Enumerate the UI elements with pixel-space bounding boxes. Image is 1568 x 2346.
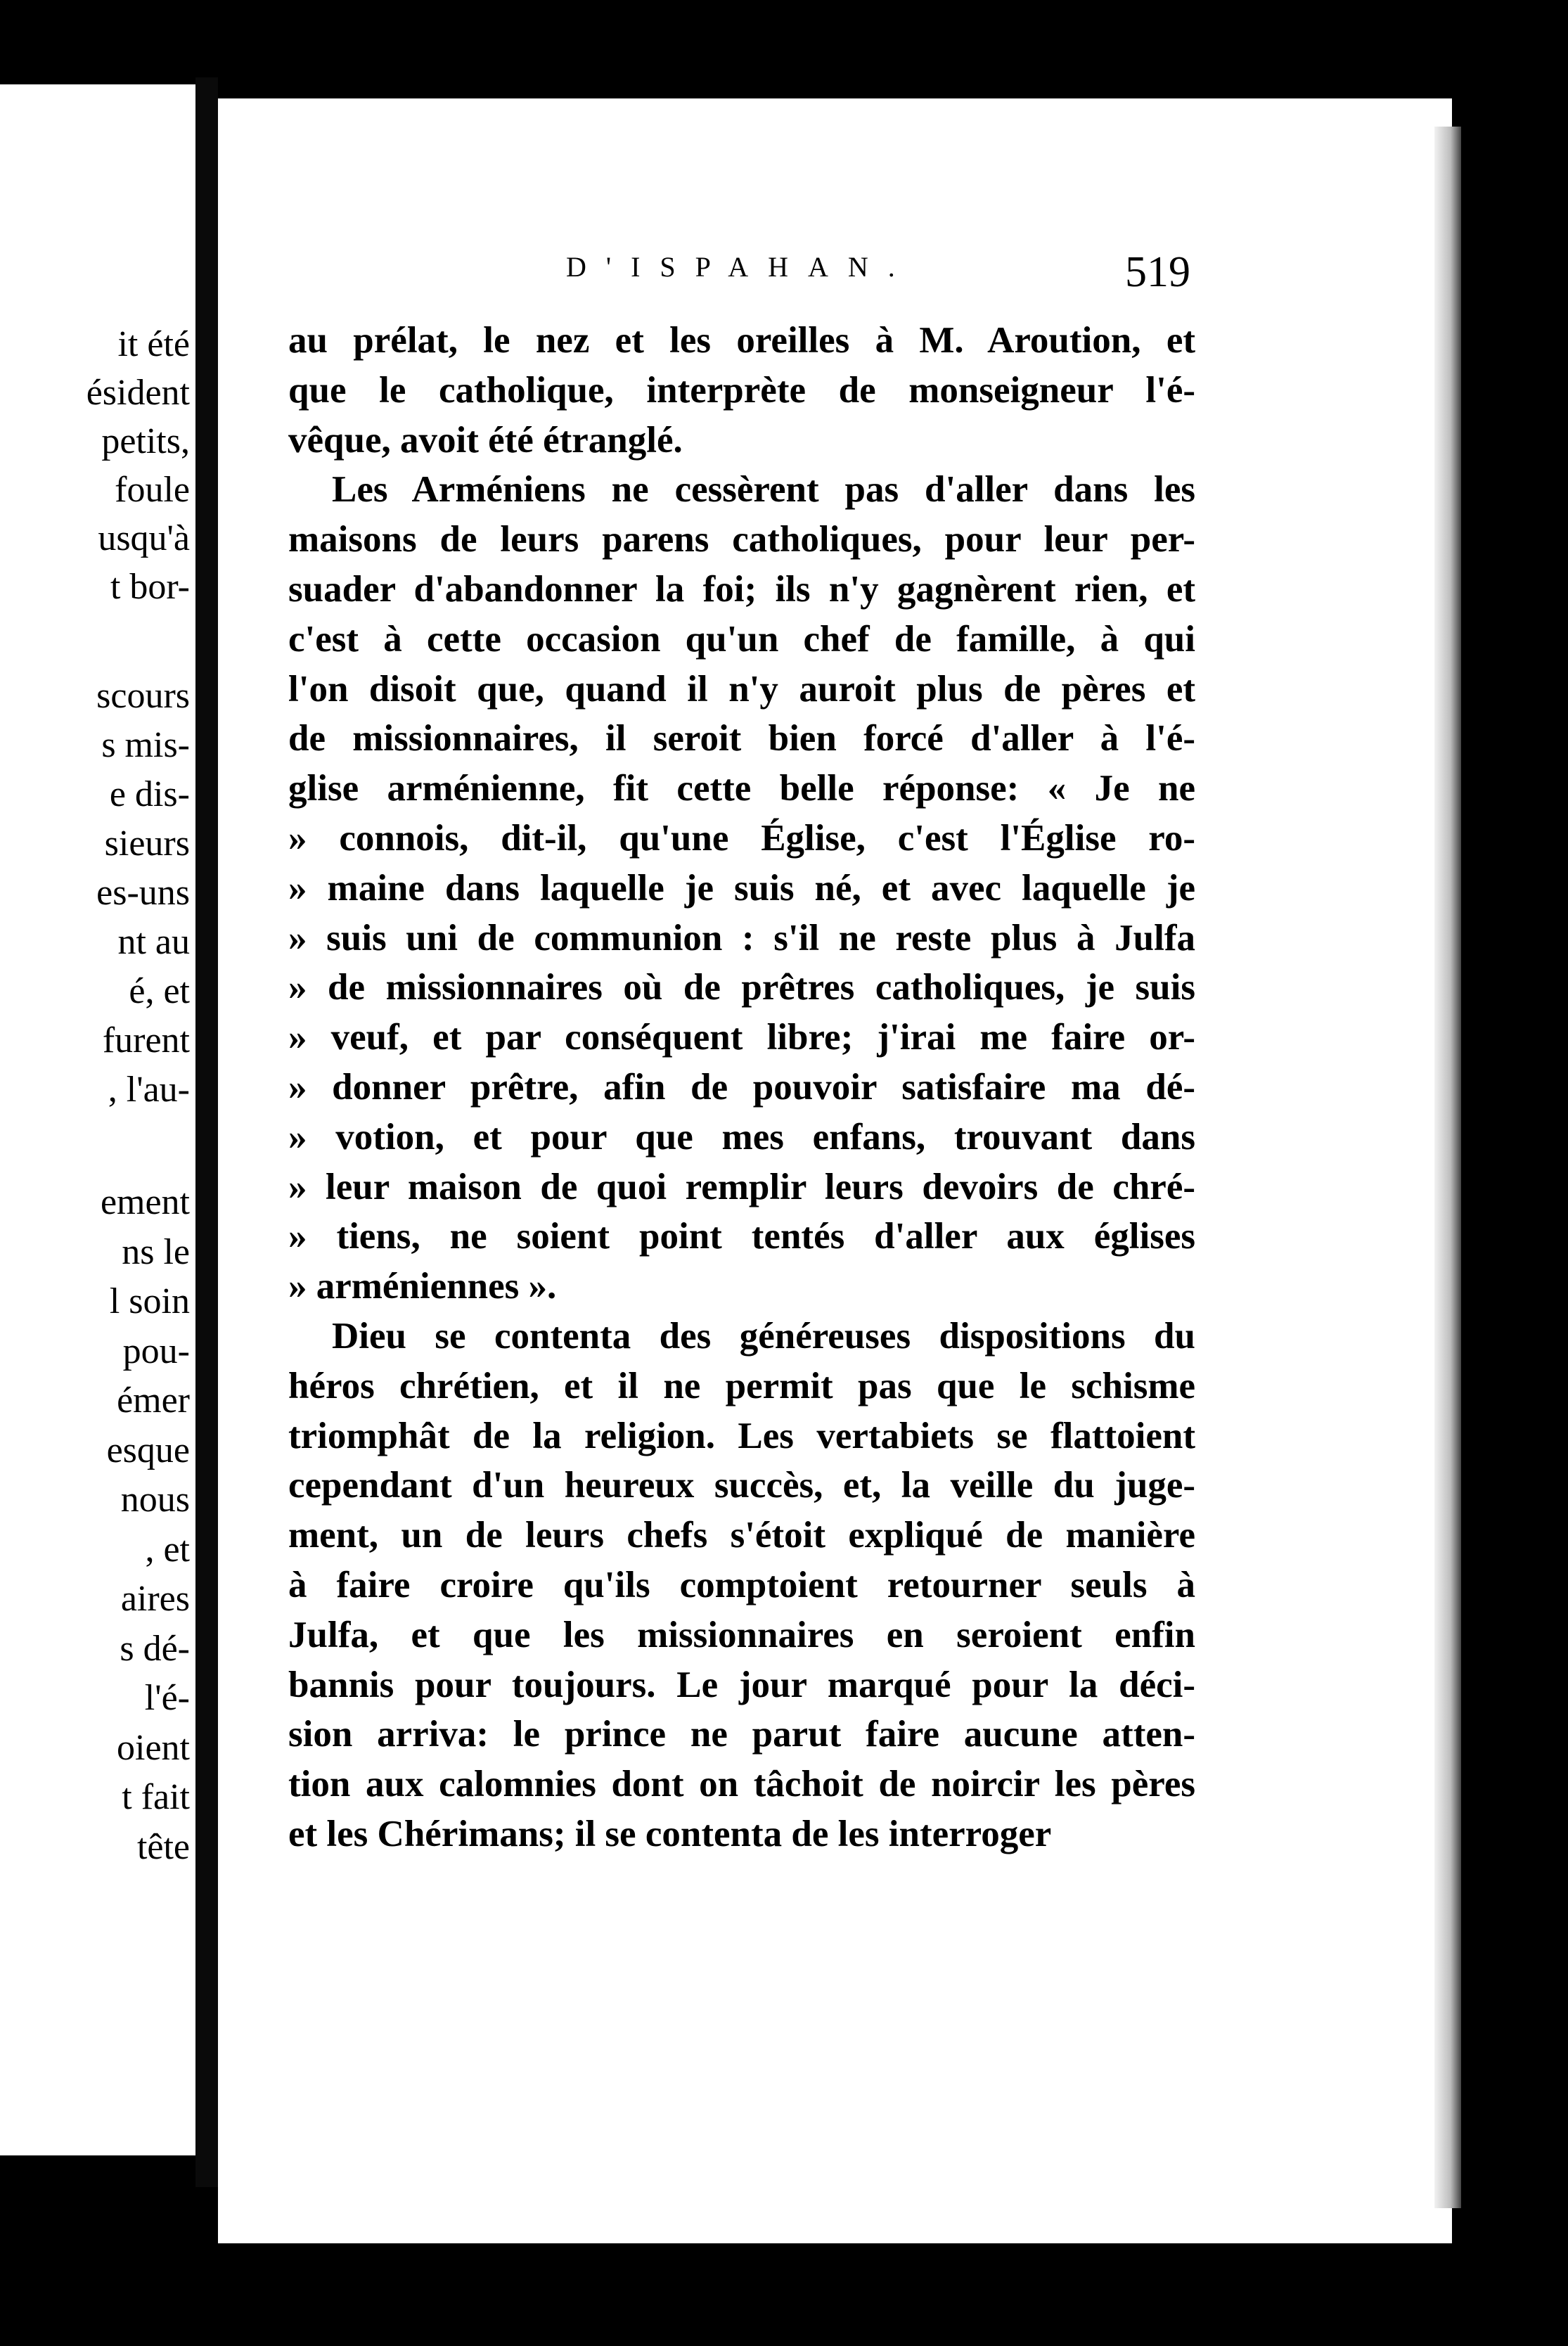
text-line: Julfa, et que les missionnaires en seroient enfin	[288, 1614, 1195, 1655]
text-line: Dieu se contenta des généreuses dispositions du	[332, 1316, 1195, 1357]
previous-page-fragment: pou-	[122, 1331, 190, 1371]
previous-page-fragment: oient	[117, 1727, 190, 1768]
text-line: de missionnaires, il seroit bien forcé d'aller à l'é-	[288, 718, 1195, 759]
text-line: » de missionnaires où de prêtres catholiques, je suis	[288, 967, 1195, 1008]
text-line: » votion, et pour que mes enfans, trouvant dans	[288, 1116, 1195, 1158]
text-line: » arméniennes ».	[288, 1266, 557, 1307]
text-line: suader d'abandonner la foi; ils n'y gagnèrent rien, et	[288, 569, 1195, 610]
text-line: » veuf, et par conséquent libre; j'irai me faire or-	[288, 1017, 1195, 1058]
previous-page-fragment: nt au	[117, 922, 190, 962]
previous-page-fragment: es-uns	[96, 873, 190, 913]
text-line: » leur maison de quoi remplir leurs devoirs de chré-	[288, 1166, 1195, 1207]
previous-page-fragment: foule	[115, 470, 190, 510]
book-gutter	[195, 77, 218, 2187]
previous-page-fragment: it été	[117, 324, 190, 364]
text-line: Les Arméniens ne cessèrent pas d'aller dans les	[332, 469, 1195, 511]
text-line: vêque, avoit été étranglé.	[288, 419, 683, 461]
previous-page-fragment: , et	[145, 1529, 190, 1570]
running-head: D'ISPAHAN.	[566, 251, 915, 283]
text-line: héros chrétien, et il ne permit pas que le schisme	[288, 1365, 1195, 1406]
text-line: et les Chérimans; il se contenta de les interroger	[288, 1814, 1052, 1854]
previous-page-fragment: ns le	[122, 1231, 190, 1272]
text-line: l'on disoit que, quand il n'y auroit plus de pères et	[288, 668, 1195, 710]
previous-page-fragment: furent	[102, 1020, 190, 1060]
previous-page-fragment: usqu'à	[98, 518, 190, 558]
page-edge	[1434, 127, 1461, 2208]
text-line: glise arménienne, fit cette belle réponse: « Je ne	[288, 768, 1195, 809]
previous-page-fragment: é, et	[129, 971, 190, 1011]
text-line: » connois, dit-il, qu'une Église, c'est l'Église ro-	[288, 818, 1195, 859]
text-line: » tiens, ne soient point tentés d'aller aux églises	[288, 1216, 1195, 1257]
previous-page-fragment: s dé-	[120, 1628, 190, 1669]
text-line: maisons de leurs parens catholiques, pour leur per-	[288, 519, 1195, 560]
text-line: » maine dans laquelle je suis né, et avec laquelle je	[288, 867, 1195, 909]
text-line: c'est à cette occasion qu'un chef de famille, à qui	[288, 618, 1195, 660]
text-line: que le catholique, interprète de monseigneur l'é-	[288, 369, 1195, 411]
previous-page-fragment: petits,	[101, 421, 190, 461]
previous-page-fragment: scours	[96, 676, 190, 716]
previous-page-fragment: nous	[120, 1480, 190, 1520]
previous-page-fragment: t bor-	[110, 567, 190, 607]
text-line: ment, un de leurs chefs s'étoit expliqué de manière	[288, 1515, 1195, 1556]
page-number: 519	[1125, 248, 1190, 296]
previous-page-fragment: t fait	[122, 1777, 190, 1817]
previous-page-fragment: ement	[100, 1182, 190, 1222]
previous-page-fragment: l'é-	[144, 1678, 190, 1718]
previous-page-fragment: ésident	[86, 373, 190, 413]
text-line: bannis pour toujours. Le jour marqué pour la déci-	[288, 1664, 1195, 1705]
text-line: tion aux calomnies dont on tâchoit de noircir les pères	[288, 1764, 1195, 1805]
text-line: triomphât de la religion. Les vertabiets se flattoient	[288, 1415, 1195, 1456]
text-line: à faire croire qu'ils comptoient retourner seuls à	[288, 1565, 1195, 1605]
previous-page-fragment: e dis-	[109, 774, 190, 814]
previous-page-fragment: esque	[106, 1430, 190, 1470]
previous-page-fragment: sieurs	[104, 823, 190, 864]
previous-page-fragment: s mis-	[101, 725, 190, 765]
previous-page-fragment: l soin	[109, 1281, 190, 1321]
text-line: au prélat, le nez et les oreilles à M. Aroution, et	[288, 320, 1195, 361]
previous-page-fragment: , l'au-	[108, 1070, 190, 1110]
text-line: cependant d'un heureux succès, et, la veille du juge-	[288, 1465, 1195, 1506]
text-line: » donner prêtre, afin de pouvoir satisfaire ma dé-	[288, 1067, 1195, 1108]
text-line: » suis uni de communion : s'il ne reste plus à Julfa	[288, 917, 1195, 959]
text-line: sion arriva: le prince ne parut faire aucune atten-	[288, 1714, 1195, 1755]
previous-page-fragment: émer	[117, 1380, 190, 1421]
previous-page-fragment: aires	[120, 1579, 190, 1619]
previous-page-fragment: tête	[136, 1826, 190, 1867]
previous-page-strip	[0, 84, 195, 2155]
